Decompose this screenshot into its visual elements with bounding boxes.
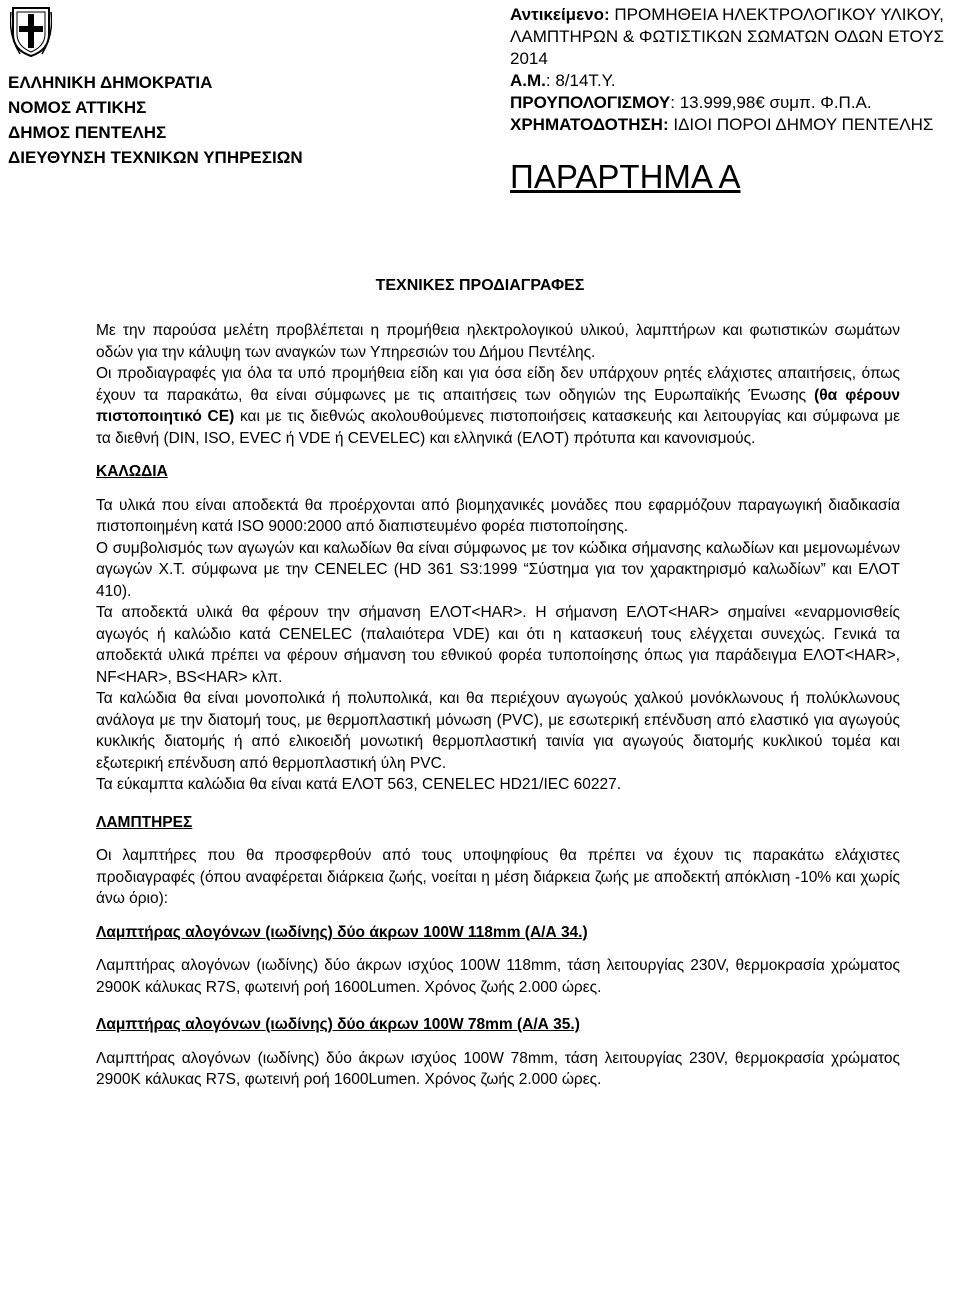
cables-paragraph-5: Τα εύκαμπτα καλώδια θα είναι κατά ΕΛΟΤ 563, CENELEC HD21/IEC 60227. — [96, 776, 622, 793]
lamp-item-35-text: Λαμπτήρας αλογόνων (ιωδίνης) δύο άκρων ισχύος 100W 78mm, τάση λειτουργίας 230V, θερμοκρασία χρώματος 2900Κ κάλυκας R7S, φωτεινή ροή 1600Lumen. Χρόνος ζωής 2.000 ώρες. — [96, 1049, 900, 1088]
issuer-country: ΕΛΛΗΝΙΚΗ ΔΗΜΟΚΡΑΤΙΑ — [8, 73, 213, 92]
cables-heading: ΚΑΛΩΔΙΑ — [96, 463, 168, 480]
annex-title: ΠΑΡΑΡΤΗΜΑ Α — [510, 158, 741, 195]
intro-paragraph: Με την παρούσα μελέτη προβλέπεται η προμήθεια ηλεκτρολογικού υλικού, λαμπτήρων και φωτιστικών σωμάτων οδών για την κάλυψη των αναγκών των Υπηρεσιών του Δήμου Πεντέλης. — [96, 322, 900, 361]
issuer-department: ΔΙΕΥΘΥΝΣΗ ΤΕΧΝΙΚΩΝ ΥΠΗΡΕΣΙΩΝ — [8, 148, 303, 167]
cables-paragraph-4: Τα καλώδια θα είναι μονοπολικά ή πολυπολικά, και θα περιέχουν αγωγούς χαλκού μονόκλωνους ή πολύκλωνους ανάλογα με την διατομή τους, με θερμοπλαστική μόνωση (PVC), με εσωτερική επένδυση από ελαστικό για αγωγούς κυκλικής διατομής ή από ελικοειδή μονωτική θερμοπλαστική ταινία για αγωγούς διατομής κυκλικού τομέα και εξωτερική επένδυση από θερμοπλαστική ύλη PVC. — [96, 690, 900, 772]
budget-line — [510, 92, 950, 114]
subject-value: ΠΡΟΜΗΘΕΙΑ ΗΛΕΚΤΡΟΛΟΓΙΚΟΥ ΥΛΙΚΟΥ, ΛΑΜΠΤΗΡΩΝ & ΦΩΤΙΣΤΙΚΩΝ ΣΩΜΑΤΩΝ ΟΔΩΝ ΕΤΟΥΣ 2014 — [510, 5, 945, 68]
project-info-block — [510, 4, 950, 136]
intro-specs-text-end: και με τις διεθνώς ακολουθούμενες πιστοποιήσεις κατασκευής και λειτουργίας και σύμφωνα με τα διεθνή (DIN, ISO, EVEC ή VDE ή CEVELEC) και ελληνικά (ΕΛΟΤ) πρότυπα και κανονισμούς. — [96, 408, 900, 447]
lamps-heading: ΛΑΜΠΤΗΡΕΣ — [96, 813, 193, 831]
ce-certificate-note: (θα φέρουν πιστοποιητικό CE) — [96, 386, 901, 425]
intro-specs-text: Οι προδιαγραφές για όλα τα υπό προμήθεια είδη και για όσα είδη δεν υπάρχουν ρητές ελάχιστες απαιτήσεις, όπως έχουν τα παρακάτω, θα είναι σύμφωνες με τις απαιτήσεις των οδηγιών της Ευρωπαϊκής Ένωσης — [96, 365, 900, 404]
issuer-municipality: ΔΗΜΟΣ ΠΕΝΤΕΛΗΣ — [8, 123, 167, 142]
cables-paragraph-3: Τα αποδεκτά υλικά θα φέρουν την σήμανση ΕΛΟΤ<HAR>. Η σήμανση ΕΛΟΤ<HAR> σημαίνει «εναρμονισθείς αγωγός ή καλώδιο κατά CENELEC (παλαιότερα VDE) και ότι η κατασκευή τους ελέγχεται συνεχώς. Γενικά τα αποδεκτά υλικά πρέπει να φέρουν σήμανση του εθνικού φορέα τυποποίησης όπως για παράδειγμα ΕΛΟΤ<HAR>, NF<HAR>, BS<HAR> κλπ. — [96, 604, 900, 686]
lamps-intro: Οι λαμπτήρες που θα προσφερθούν από τους υποψηφίους θα πρέπει να έχουν τις παρακάτω ελάχιστες προδιαγραφές (όπου αναφέρεται διάρκεια ζωής, νοείται η μέση διάρκεια ζωής με αποδεκτή απόκλιση -10% και χωρίς άνω όριο): — [96, 847, 900, 907]
cables-paragraph-1: Τα υλικά που είναι αποδεκτά θα προέρχονται από βιομηχανικές μονάδες που εφαρμόζουν παραγωγική διαδικασία πιστοποιημένη κατά ISO 9000:2000 από διαπιστευμένο φορέα πιστοποίησης. — [96, 496, 900, 535]
issuer-prefecture: ΝΟΜΟΣ ΑΤΤΙΚΗΣ — [8, 98, 147, 117]
budget-label: ΠΡΟΥΠΟΛΟΓΙΣΜΟΥ — [510, 93, 671, 112]
section-title: ΤΕΧΝΙΚΕΣ ΠΡΟΔΙΑΓΡΑΦΕΣ — [375, 277, 585, 294]
greek-coat-of-arms-icon — [10, 4, 52, 58]
funding-line — [510, 114, 950, 136]
budget-value: : 13.999,98€ συμπ. Φ.Π.Α. — [670, 93, 872, 112]
am-line — [510, 70, 950, 92]
subject-line — [510, 4, 950, 70]
funding-value: ΙΔΙΟΙ ΠΟΡΟΙ ΔΗΜΟΥ ΠΕΝΤΕΛΗΣ — [668, 115, 934, 134]
lamp-item-34-text: Λαμπτήρας αλογόνων (ιωδίνης) δύο άκρων ισχύος 100W 118mm, τάση λειτουργίας 230V, θερμοκρασία χρώματος 2900Κ κάλυκας R7S, φωτεινή ροή 1600Lumen. Χρόνος ζωής 2.000 ώρες. — [96, 957, 900, 996]
funding-label: ΧΡΗΜΑΤΟΔΟΤΗΣΗ: — [510, 115, 669, 134]
intro-specs-paragraph — [96, 363, 900, 449]
am-value: : 8/14Τ.Υ. — [545, 71, 616, 90]
issuer-block — [8, 70, 348, 170]
cables-paragraph-2: Ο συμβολισμός των αγωγών και καλωδίων θα είναι σύμφωνος με τον κώδικα σήμανσης καλωδίων και μεμονωμένων αγωγών Χ.Τ. σύμφωνα με την CENELEC (HD 361 S3:1999 “Σύστημα για τον χαρακτηρισμό καλωδίων” και ΕΛΟΤ 410). — [96, 539, 900, 600]
document-body — [96, 320, 900, 1091]
subject-label: Αντικείμενο: — [510, 5, 610, 24]
lamp-item-35-title: Λαμπτήρας αλογόνων (ιωδίνης) δύο άκρων 100W 78mm (Α/Α 35.) — [96, 1016, 580, 1033]
am-label: Α.Μ. — [510, 71, 546, 90]
lamp-item-34-title: Λαμπτήρας αλογόνων (ιωδίνης) δύο άκρων 100W 118mm (Α/Α 34.) — [96, 923, 588, 941]
